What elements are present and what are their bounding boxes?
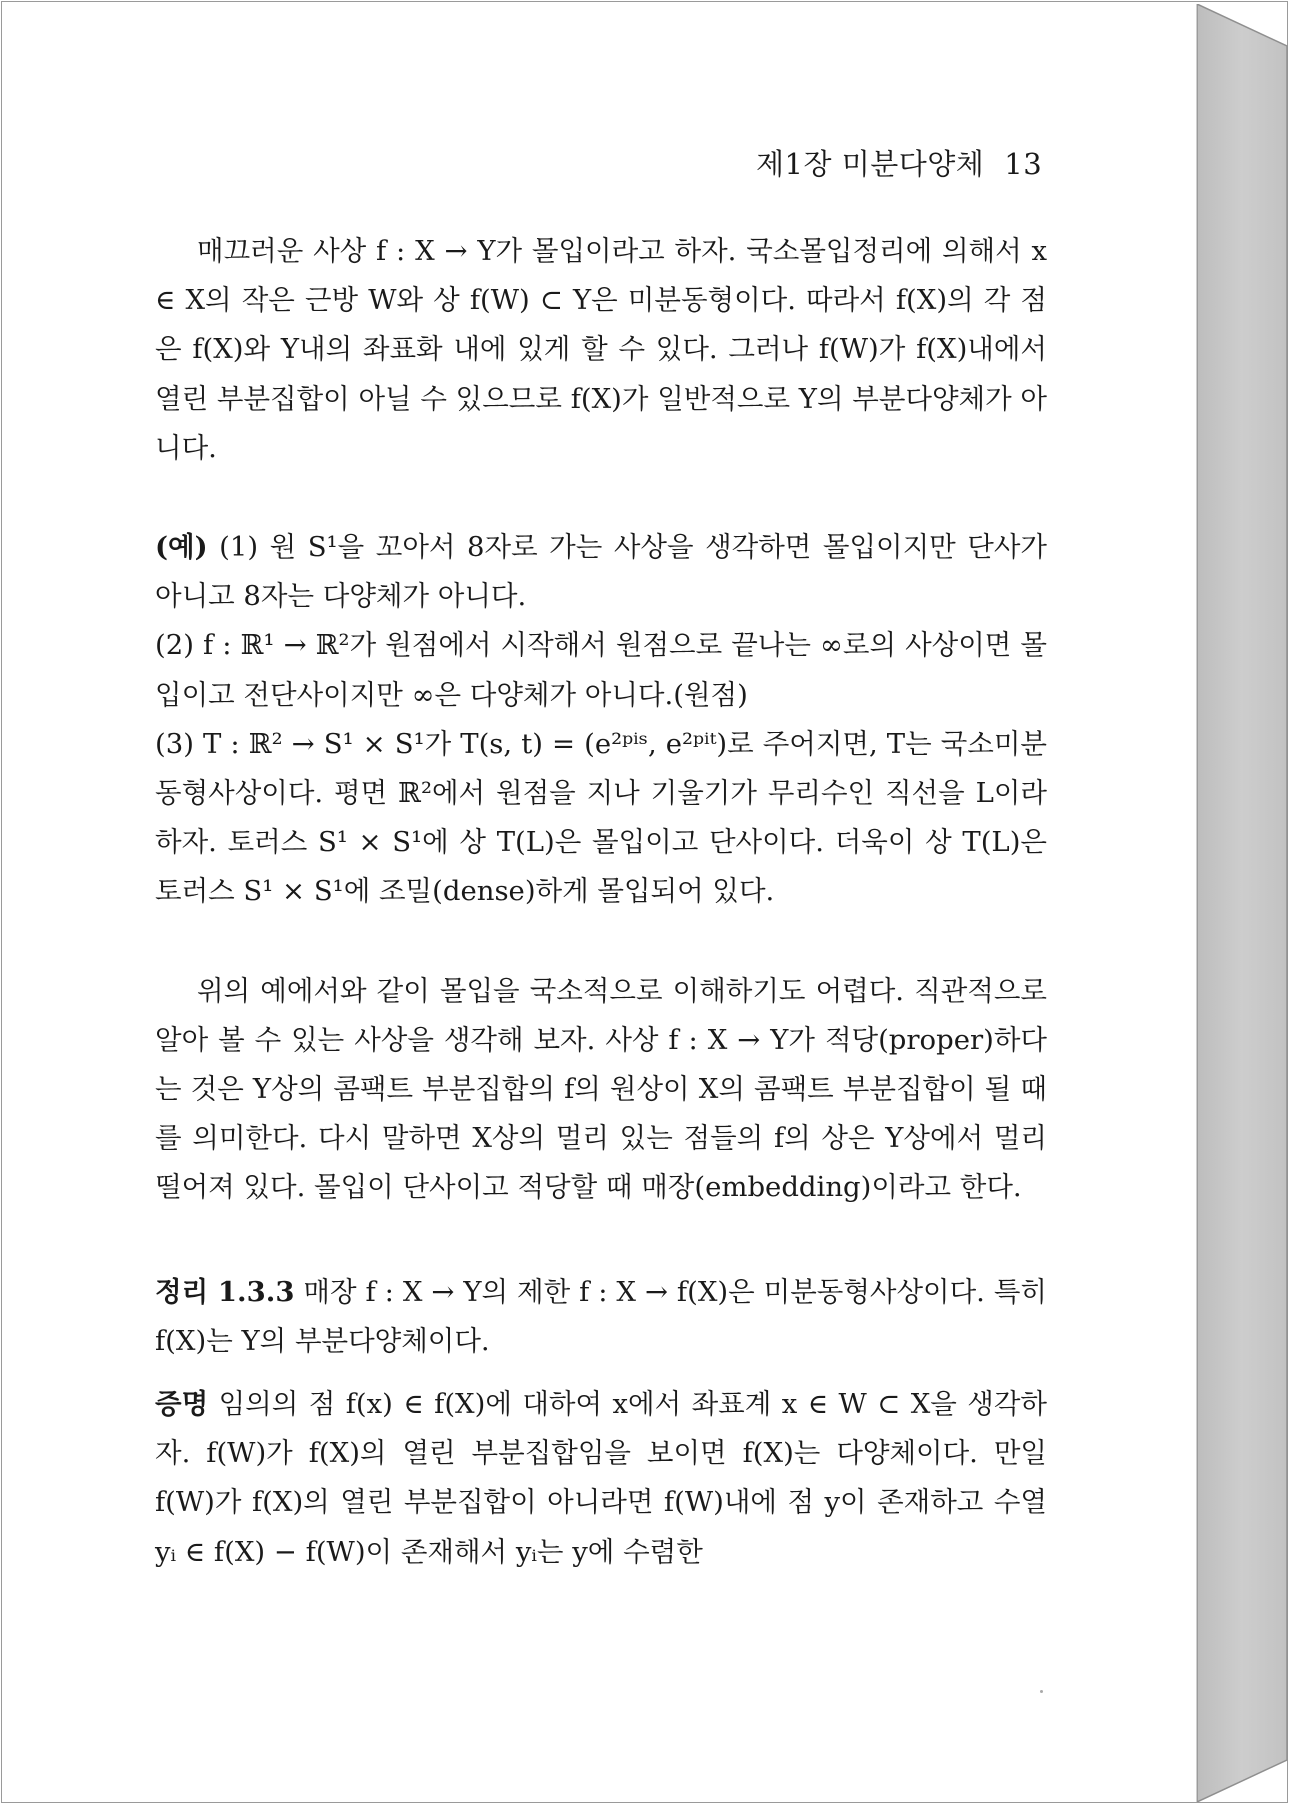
spacer [155,917,1047,967]
proof-label: 증명 [155,1388,209,1421]
theorem-label: 정리 1.3.3 [155,1275,295,1308]
example-1-text: (1) 원 S¹을 꼬아서 8자로 가는 사상을 생각하면 몰입이지만 단사가 아니고 8자는 다양체가 아니다. [155,531,1047,613]
chapter-title: 제1장 미분다양체 [756,147,985,181]
example-2: (2) f : ℝ¹ → ℝ²가 원점에서 시작해서 원점으로 끝나는 ∞로의 사상이면 몰입이고 전단사이지만 ∞은 다양체가 아니다.(원점) [155,629,1047,711]
example-label: (예) [155,531,208,564]
example-3: (3) T : ℝ² → S¹ × S¹가 T(s, t) = (e²ᵖⁱˢ, e²ᵖⁱᵗ)로 주어지면, T는 국소미분동형사상이다. 평면 ℝ²에서 원점을 지나 기울기가 무리수인 직선을 L이라 하자. 토러스 S¹ × S¹에 상 T(L)은 몰입이고 단사이다. 더욱이 상 T(L)은 토러스 S¹ × S¹에 조밀(dense)하게 몰입되어 있다. [155,727,1047,908]
paragraph-proper-map: 위의 예에서와 같이 몰입을 국소적으로 이해하기도 어렵다. 직관적으로 알아 볼 수 있는 사상을 생각해 보자. 사상 f : X → Y가 적당(proper)하다는 것은 Y상의 콤팩트 부분집합의 f의 원상이 X의 콤팩트 부분집합이 될 때를 의미한다. 다시 말하면 X상의 멀리 있는 점들의 f의 상은 Y상에서 멀리 떨어져 있다. 몰입이 단사이고 적당할 때 매장(embedding)이라고 한다. [155,974,1047,1204]
theorem-text: 매장 f : X → Y의 제한 f : X → f(X)은 미분동형사상이다. 특히 f(X)는 Y의 부분다양체이다. [155,1275,1047,1357]
book-page-edge [1197,4,1289,1802]
spacer [155,473,1047,523]
paragraph-immersion: 매끄러운 사상 f : X → Y가 몰입이라고 하자. 국소몰입정리에 의해서 x ∈ X의 작은 근방 W와 상 f(W) ⊂ Y은 미분동형이다. 따라서 f(X)의 각 점은 f(X)와 Y내의 좌표화 내에 있게 할 수 있다. 그러나 f(W)가 f(X)내에서 열린 부분집합이 아닐 수 있으므로 f(X)가 일반적으로 Y의 부분다양체가 아니다. [155,235,1047,464]
spacer [155,1213,1047,1268]
example-1 [155,523,1047,621]
page-speck [1040,1690,1043,1693]
theorem [155,1268,1047,1366]
page-number: 13 [1004,147,1043,181]
page-body [155,227,1047,1577]
page-edge-shape [1197,4,1289,1802]
running-head [756,142,1042,183]
proof [155,1380,1047,1577]
spacer [155,1366,1047,1380]
proof-text: 임의의 점 f(x) ∈ f(X)에 대하여 x에서 좌표계 x ∈ W ⊂ X을 생각하자. f(W)가 f(X)의 열린 부분집합임을 보이면 f(X)는 다양체이다. 만일 f(W)가 f(X)의 열린 부분집합이 아니라면 f(W)내에 점 y이 존재하고 수열 yᵢ ∈ f(X) − f(W)이 존재해서 yᵢ는 y에 수렴한 [155,1388,1047,1568]
